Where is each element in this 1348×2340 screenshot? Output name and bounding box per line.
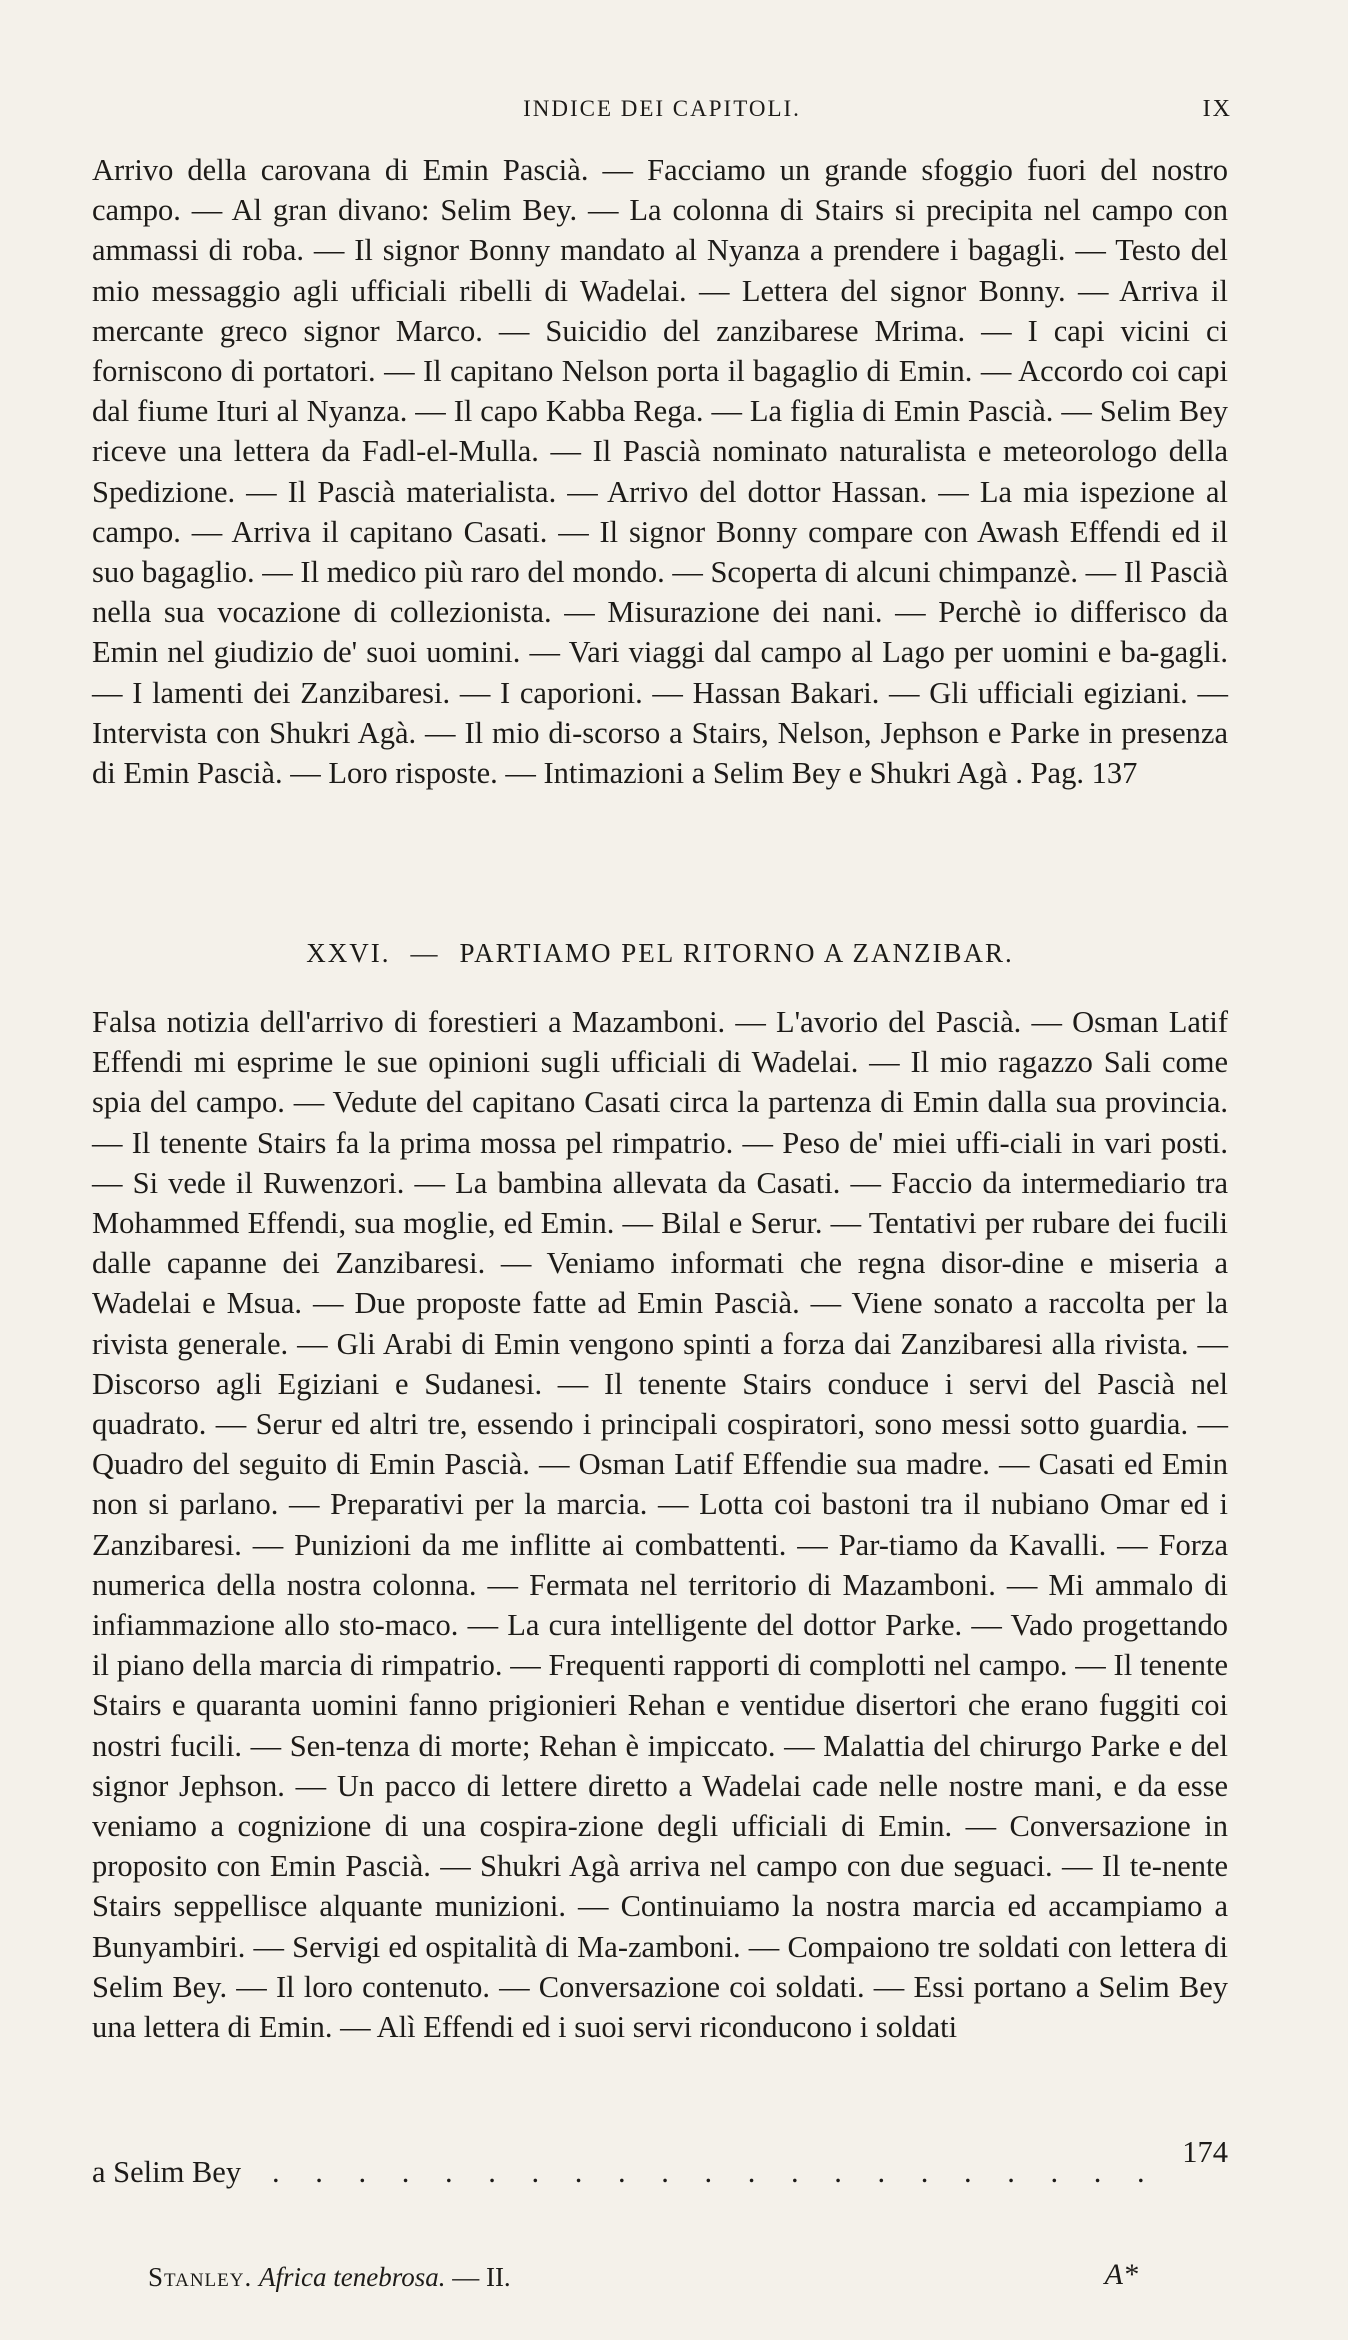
footer-separator: — [452, 2262, 480, 2292]
chapter-dash: — [410, 938, 440, 968]
summary-text: Arrivo della carovana di Emin Pascià. — Facciamo un grande sfoggio fuori del nostro campo. — Al gran divano: Selim Bey. — La colonna di Stairs si precipita nel campo con ammassi di roba. — Il signor Bonny mandato al Nyanza a prendere i bagagli. — Testo del mio messaggio agli ufficiali ribelli di Wadelai. — Lettera del signor Bonny. — Arriva il mercante greco signor Marco. — Suicidio del zanzibarese Mrima. — I capi vicini ci forniscono di portatori. — Il capitano Nelson porta il bagaglio di Emin. — Accordo coi capi dal fiume Ituri al Nyanza. — Il capo Kabba Rega. — La figlia di Emin Pascià. — Selim Bey riceve una lettera da Fadl-el-Mulla. — Il Pascià nominato naturalista e meteorologo della Spedizione. — Il Pascià materialista. — Arrivo del dottor Hassan. — La mia ispezione al campo. — Arriva il capitano Casati. — Il signor Bonny compare con Awash Effendi ed il suo bagaglio. — Il medico più raro del mondo. — Scoperta di alcuni chimpanzè. — Il Pascià nella sua vocazione di collezionista. — Misurazione dei nani. — Perchè io differisco da Emin nel giudizio de' suoi uomini. — Vari viaggi dal campo al Lago per uomini e ba-gagli. — I lamenti dei Zanzibaresi. — I caporioni. — Hassan Bakari. — Gli ufficiali egiziani. — Intervista con Shukri Agà. — Il mio di-scorso a Stairs, Nelson, Jephson e Parke in presenza di Emin Pascià. — Loro risposte. — Intimazioni a Selim Bey e Shukri Agà [92, 153, 1228, 791]
page-folio: IX [1202, 96, 1232, 122]
summary-final-line [92, 2135, 1228, 2197]
chapter-summary-continued [92, 150, 1228, 793]
dot-leader: . . . . . . . . . . . . . . . . . . . . . [272, 2155, 1159, 2189]
page-number: 137 [1091, 756, 1138, 791]
footer-volume: II. [485, 2262, 511, 2292]
chapter-heading [92, 938, 1228, 969]
summary-text: Falsa notizia dell'arrivo di forestieri a Mazamboni. — L'avorio del Pascià. — Osman Latif Effendi mi esprime le sue opinioni sugli ufficiali di Wadelai. — Il mio ragazzo Sali come spia del campo. — Vedute del capitano Casati circa la partenza di Emin dalla sua provincia. — Il tenente Stairs fa la prima mossa pel rimpatrio. — Peso de' miei uffi-ciali in vari posti. — Si vede il Ruwenzori. — La bambina allevata da Casati. — Faccio da intermediario tra Mohammed Effendi, sua moglie, ed Emin. — Bilal e Serur. — Tentativi per rubare dei fucili dalle capanne dei Zanzibaresi. — Veniamo informati che regna disor-dine e miseria a Wadelai e Msua. — Due proposte fatte ad Emin Pascià. — Viene sonato a raccolta per la rivista generale. — Gli Arabi di Emin vengono spinti a forza dai Zanzibaresi alla rivista. — Discorso agli Egiziani e Sudanesi. — Il tenente Stairs conduce i servi del Pascià nel quadrato. — Serur ed altri tre, essendo i principali cospiratori, sono messi sotto guardia. — Quadro del seguito di Emin Pascià. — Osman Latif Effendie sua madre. — Casati ed Emin non si parlano. — Preparativi per la marcia. — Lotta coi bastoni tra il nubiano Omar ed i Zanzibaresi. — Punizioni da me inflitte ai combattenti. — Par-tiamo da Kavalli. — Forza numerica della nostra colonna. — Fermata nel territorio di Mazamboni. — Mi ammalo di infiammazione allo sto-maco. — La cura intelligente del dottor Parke. — Vado progettando il piano della marcia di rimpatrio. — Frequenti rapporti di complotti nel campo. — Il tenente Stairs e quaranta uomini fanno prigionieri Rehan e ventidue disertori che erano fuggiti coi nostri fucili. — Sen-tenza di morte; Rehan è impiccato. — Malattia del chirurgo Parke e del signor Jephson. — Un pacco di lettere diretto a Wadelai cade nelle nostre mani, e da esse veniamo a cognizione di una cospira-zione degli ufficiali di Emin. — Conversazione in proposito con Emin Pascià. — Shukri Agà arriva nel campo con due seguaci. — Il te-nente Stairs seppellisce alquante munizioni. — Continuiamo la nostra marcia ed accampiamo a Bunyambiri. — Servigi ed ospitalità di Ma-zamboni. — Compaiono tre soldati con lettera di Selim Bey. — Il loro contenuto. — Conversazione coi soldati. — Essi portano a Selim Bey una lettera di Emin. — Alì Effendi ed i suoi servi riconducono i soldati [92, 1005, 1228, 2045]
page-reference [1015, 756, 1137, 790]
chapter-summary [92, 1002, 1228, 2047]
footer-author: Stanley. [148, 2262, 253, 2292]
page-label: . Pag. [1015, 756, 1084, 791]
printer-signature-mark: A* [1104, 2258, 1138, 2291]
running-head-title: INDICE DEI CAPITOLI. [523, 96, 801, 121]
chapter-number: XXVI. [306, 938, 391, 968]
page-number: 174 [1182, 2135, 1228, 2169]
running-head [92, 92, 1232, 128]
final-line-lead: a Selim Bey [92, 2155, 242, 2189]
chapter-title: PARTIAMO PEL RITORNO A ZANZIBAR. [459, 938, 1014, 968]
signature-footer [148, 2258, 1138, 2306]
footer-work-title: Africa tenebrosa. [258, 2262, 446, 2292]
